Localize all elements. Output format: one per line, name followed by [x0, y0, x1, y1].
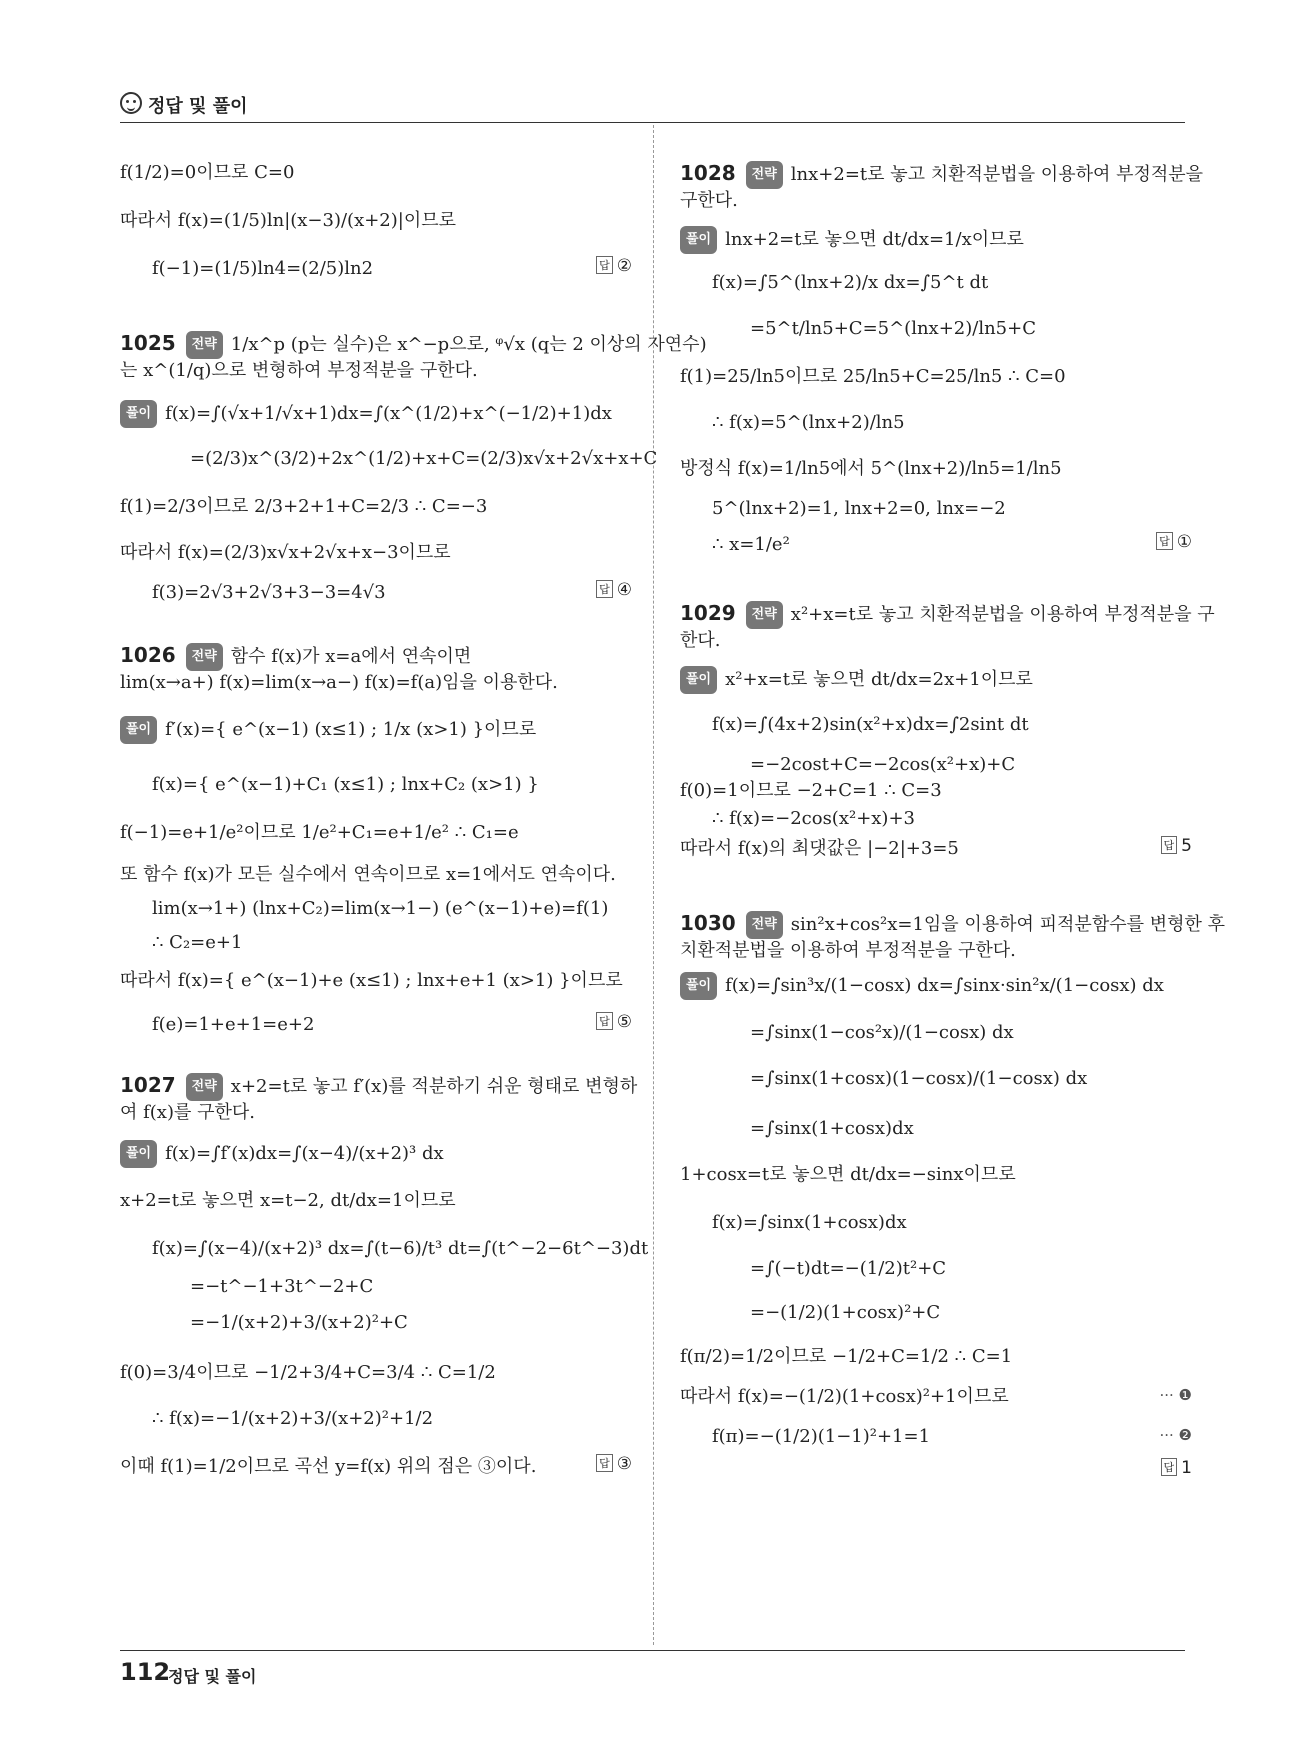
text-line: 따라서 f(x)=−(1/2)(1+cosx)²+1이므로	[680, 1386, 1009, 1407]
solution-tag: 풀이	[120, 400, 157, 428]
text-line: 따라서 f(x)=(2/3)x√x+2√x+x−3이므로	[120, 542, 451, 563]
header-title: 정답 및 풀이	[148, 96, 248, 117]
solution-line: 풀이 x²+x=t로 놓으면 dt/dx=2x+1이므로	[680, 666, 1192, 694]
page-number: 112	[120, 1658, 171, 1686]
problem-number: 1029	[680, 601, 736, 625]
smiley-icon	[120, 92, 142, 114]
text-line: =(2/3)x^(3/2)+2x^(1/2)+x+C=(2/3)x√x+2√x+x+C	[190, 448, 658, 469]
text-line: 방정식 f(x)=1/ln5에서 5^(lnx+2)/ln5=1/ln5	[680, 458, 1062, 479]
problem-1025-strategy: 1025 전략 1/x^p (p는 실수)은 x^−p으로, ᵠ√x (q는 2 이상의 자연수)	[120, 330, 632, 359]
problem-1027-strategy: 1027 전략 x+2=t로 놓고 f′(x)를 적분하기 쉬운 형태로 변형하	[120, 1072, 632, 1101]
text-line: =∫sinx(1+cosx)(1−cosx)/(1−cosx) dx	[750, 1068, 1088, 1089]
text-line: ∴ f(x)=5^(lnx+2)/ln5	[712, 412, 905, 433]
text-line: x+2=t로 놓으면 x=t−2, dt/dx=1이므로	[120, 1190, 456, 1211]
text-line: lim(x→a+) f(x)=lim(x→a−) f(x)=f(a)임을 이용한다.	[120, 672, 558, 693]
text-line: f(x)={ e^(x−1)+C₁ (x≤1) ; lnx+C₂ (x>1) }	[152, 774, 539, 795]
text-line: 한다.	[680, 630, 721, 651]
strategy-tag: 전략	[746, 161, 783, 189]
text-line: f(π/2)=1/2이므로 −1/2+C=1/2 ∴ C=1	[680, 1346, 1013, 1367]
answer-mark: 답 ④	[596, 580, 632, 600]
text-line: ∴ f(x)=−2cos(x²+x)+3	[712, 808, 915, 829]
solution-line: 풀이 lnx+2=t로 놓으면 dt/dx=1/x이므로	[680, 226, 1192, 254]
answer-mark: 답 5	[1161, 836, 1192, 856]
text-line: 는 x^(1/q)으로 변형하여 부정적분을 구한다.	[120, 360, 478, 381]
solution-line: 풀이 f(x)=∫sin³x/(1−cosx) dx=∫sinx·sin²x/(1−cosx) dx	[680, 972, 1192, 1000]
strategy-tag: 전략	[746, 911, 783, 939]
answer-mark: 답 ⑤	[596, 1012, 632, 1032]
problem-number: 1026	[120, 643, 176, 667]
text-line: =−t^−1+3t^−2+C	[190, 1276, 374, 1297]
text-line: 1+cosx=t로 놓으면 dt/dx=−sinx이므로	[680, 1164, 1016, 1185]
text-line: ∴ x=1/e²	[712, 534, 790, 555]
text-line: 5^(lnx+2)=1, lnx+2=0, lnx=−2	[712, 498, 1006, 519]
text-line: f(1/2)=0이므로 C=0	[120, 162, 295, 183]
text-line: f(x)=∫(4x+2)sin(x²+x)dx=∫2sint dt	[712, 714, 1029, 735]
text-line: f(0)=3/4이므로 −1/2+3/4+C=3/4 ∴ C=1/2	[120, 1362, 496, 1383]
text-line: 이때 f(1)=1/2이므로 곡선 y=f(x) 위의 점은 ③이다.	[120, 1456, 537, 1477]
text-line: 따라서 f(x)의 최댓값은 |−2|+3=5	[680, 838, 959, 859]
text-line: f(0)=1이므로 −2+C=1 ∴ C=3	[680, 780, 942, 801]
text-line: ∴ f(x)=−1/(x+2)+3/(x+2)²+1/2	[152, 1408, 434, 1429]
text-line: =∫(−t)dt=−(1/2)t²+C	[750, 1258, 947, 1279]
text-line: 치환적분법을 이용하여 부정적분을 구한다.	[680, 940, 1016, 961]
text-line: =∫sinx(1+cosx)dx	[750, 1118, 914, 1139]
text-line: 따라서 f(x)={ e^(x−1)+e (x≤1) ; lnx+e+1 (x>1) }이므로	[120, 970, 623, 991]
problem-1028-strategy: 1028 전략 lnx+2=t로 놓고 치환적분법을 이용하여 부정적분을	[680, 160, 1192, 189]
text-line: f(x)=∫(x−4)/(x+2)³ dx=∫(t−6)/t³ dt=∫(t^−2−6t^−3)dt	[152, 1238, 649, 1259]
solution-tag: 풀이	[120, 716, 157, 744]
text-line: 또 함수 f(x)가 모든 실수에서 연속이므로 x=1에서도 연속이다.	[120, 864, 616, 885]
strategy-tag: 전략	[186, 1073, 223, 1101]
answer-mark: 답 1	[1161, 1458, 1192, 1478]
solution-line: 풀이 f(x)=∫f′(x)dx=∫(x−4)/(x+2)³ dx	[120, 1140, 632, 1168]
strategy-tag: 전략	[186, 643, 223, 671]
problem-1029-strategy: 1029 전략 x²+x=t로 놓고 치환적분법을 이용하여 부정적분을 구	[680, 600, 1192, 629]
text-line: f(1)=2/3이므로 2/3+2+1+C=2/3 ∴ C=−3	[120, 496, 488, 517]
strategy-tag: 전략	[186, 331, 223, 359]
text-line: =∫sinx(1−cos²x)/(1−cosx) dx	[750, 1022, 1014, 1043]
step-marker-1: ··· ❶	[1159, 1386, 1192, 1404]
text-line: f(e)=1+e+1=e+2	[152, 1014, 315, 1035]
footer-title: 정답 및 풀이	[168, 1667, 257, 1686]
text-line: f(x)=∫sinx(1+cosx)dx	[712, 1212, 907, 1233]
solution-line: 풀이 f′(x)={ e^(x−1) (x≤1) ; 1/x (x>1) }이므로	[120, 716, 632, 744]
answer-mark: 답 ③	[596, 1454, 632, 1474]
step-marker-2: ··· ❷	[1159, 1426, 1192, 1444]
problem-1030-strategy: 1030 전략 sin²x+cos²x=1임을 이용하여 피적분함수를 변형한 후	[680, 910, 1192, 939]
text-line: 구한다.	[680, 190, 738, 211]
text-line: f(x)=∫5^(lnx+2)/x dx=∫5^t dt	[712, 272, 989, 293]
text-line: f(−1)=(1/5)ln4=(2/5)ln2	[152, 258, 374, 279]
text-line: =5^t/ln5+C=5^(lnx+2)/ln5+C	[750, 318, 1036, 339]
text-line: =−1/(x+2)+3/(x+2)²+C	[190, 1312, 408, 1333]
solution-tag: 풀이	[680, 666, 717, 694]
solution-tag: 풀이	[680, 972, 717, 1000]
footer-rule	[120, 1650, 1185, 1651]
answer-mark: 답 ②	[596, 256, 632, 276]
text-line: =−(1/2)(1+cosx)²+C	[750, 1302, 941, 1323]
problem-number: 1027	[120, 1073, 176, 1097]
problem-1026-strategy: 1026 전략 함수 f(x)가 x=a에서 연속이면	[120, 642, 632, 671]
solution-line: 풀이 f(x)=∫(√x+1/√x+1)dx=∫(x^(1/2)+x^(−1/2)+1)dx	[120, 400, 632, 428]
solution-tag: 풀이	[680, 226, 717, 254]
text-line: f(3)=2√3+2√3+3−3=4√3	[152, 582, 386, 603]
text-line: =−2cost+C=−2cos(x²+x)+C	[750, 754, 1016, 775]
text-line: 여 f(x)를 구한다.	[120, 1102, 255, 1123]
text-line: f(1)=25/ln5이므로 25/ln5+C=25/ln5 ∴ C=0	[680, 366, 1066, 387]
text-line: 따라서 f(x)=(1/5)ln|(x−3)/(x+2)|이므로	[120, 210, 457, 231]
answer-mark: 답 ①	[1156, 532, 1192, 552]
text-line: f(π)=−(1/2)(1−1)²+1=1	[712, 1426, 931, 1447]
problem-number: 1028	[680, 161, 736, 185]
solution-tag: 풀이	[120, 1140, 157, 1168]
text-line: lim(x→1+) (lnx+C₂)=lim(x→1−) (e^(x−1)+e)=f(1)	[152, 898, 609, 919]
text-line: ∴ C₂=e+1	[152, 932, 243, 953]
page-header	[120, 90, 1185, 123]
strategy-tag: 전략	[746, 601, 783, 629]
problem-number: 1030	[680, 911, 736, 935]
problem-number: 1025	[120, 331, 176, 355]
text-line: f(−1)=e+1/e²이므로 1/e²+C₁=e+1/e² ∴ C₁=e	[120, 822, 519, 843]
